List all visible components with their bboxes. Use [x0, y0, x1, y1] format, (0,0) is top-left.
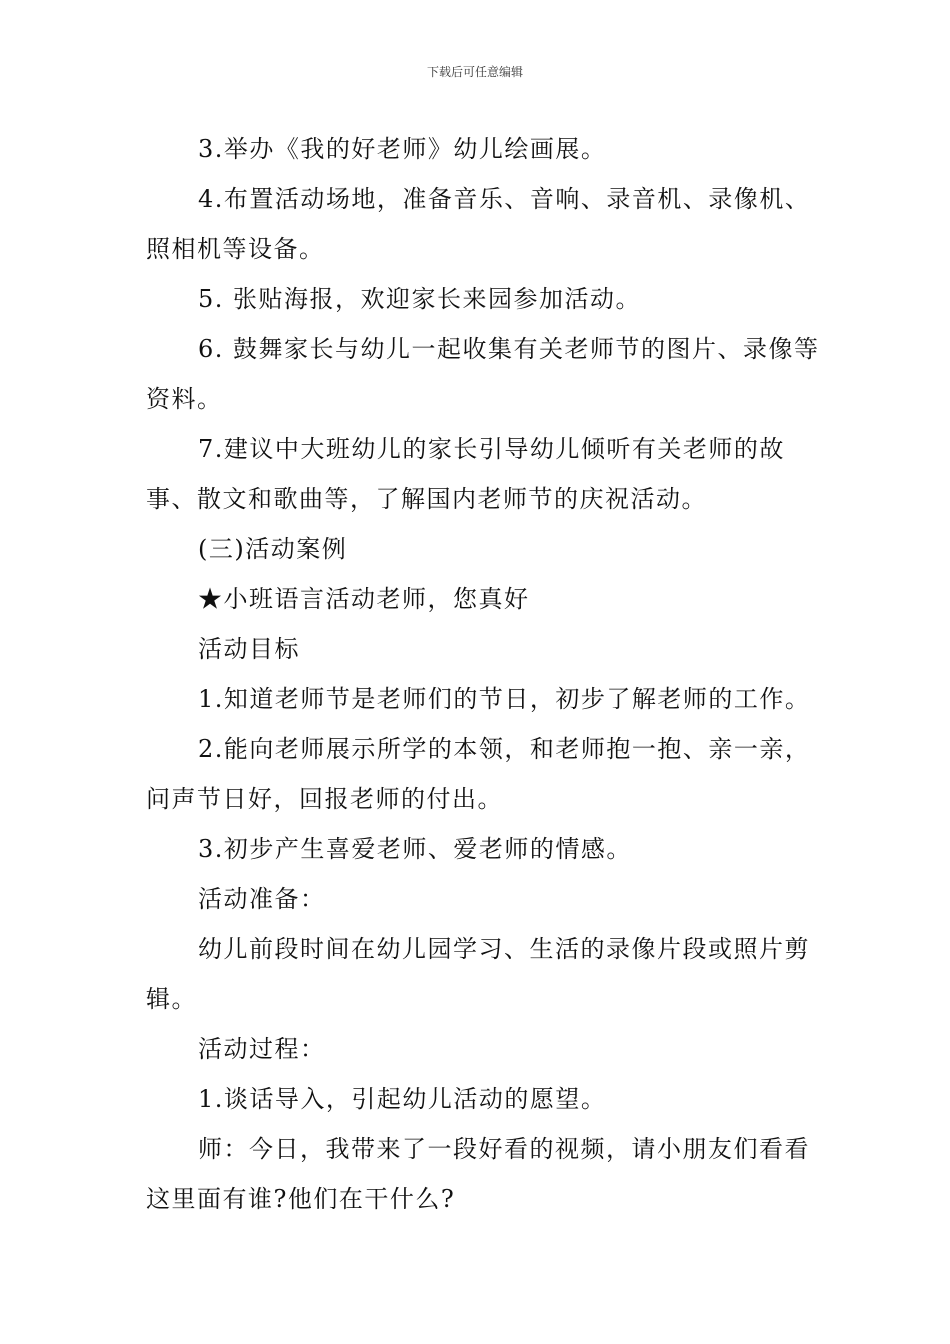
- subheading-activity-preparation: 活动准备：: [198, 885, 326, 913]
- section-heading-activity-cases: (三)活动案例: [198, 535, 348, 563]
- goal-item-2: 2.能向老师展示所学的本领，和老师抱一抱、亲一亲，问声节日好，回报老师的付出。: [146, 735, 811, 813]
- paragraph-item-3-drawing-exhibition: 3.举办《我的好老师》幼儿绘画展。: [198, 135, 607, 163]
- paragraph-item-6-collect-materials: 6. 鼓舞家长与幼儿一起收集有关老师节的图片、录像等资料。: [146, 335, 820, 413]
- paragraph-item-4-venue-setup: 4.布置活动场地，准备音乐、音响、录音机、录像机、照相机等设备。: [146, 185, 811, 263]
- paragraph-item-5-posters: 5. 张贴海报，欢迎家长来园参加活动。: [198, 285, 642, 313]
- preparation-text: 幼儿前段时间在幼儿园学习、生活的录像片段或照片剪辑。: [146, 935, 810, 1013]
- process-step-1: 1.谈话导入，引起幼儿活动的愿望。: [198, 1085, 607, 1113]
- activity-title: ★小班语言活动老师，您真好: [198, 585, 530, 613]
- subheading-activity-process: 活动过程：: [198, 1035, 326, 1063]
- subheading-activity-goals: 活动目标: [198, 635, 300, 663]
- paragraph-item-7-parent-guidance: 7.建议中大班幼儿的家长引导幼儿倾听有关老师的故事、散文和歌曲等，了解国内老师节的庆祝活动。: [146, 435, 785, 513]
- teacher-dialogue: 师：今日，我带来了一段好看的视频，请小朋友们看看这里面有谁?他们在干什么?: [146, 1135, 810, 1213]
- document-body: [146, 124, 830, 1224]
- goal-item-1: 1.知道老师节是老师们的节日，初步了解老师的工作。: [198, 685, 811, 713]
- page-header-note: 下载后可任意编辑: [426, 65, 523, 79]
- goal-item-3: 3.初步产生喜爱老师、爱老师的情感。: [198, 835, 632, 863]
